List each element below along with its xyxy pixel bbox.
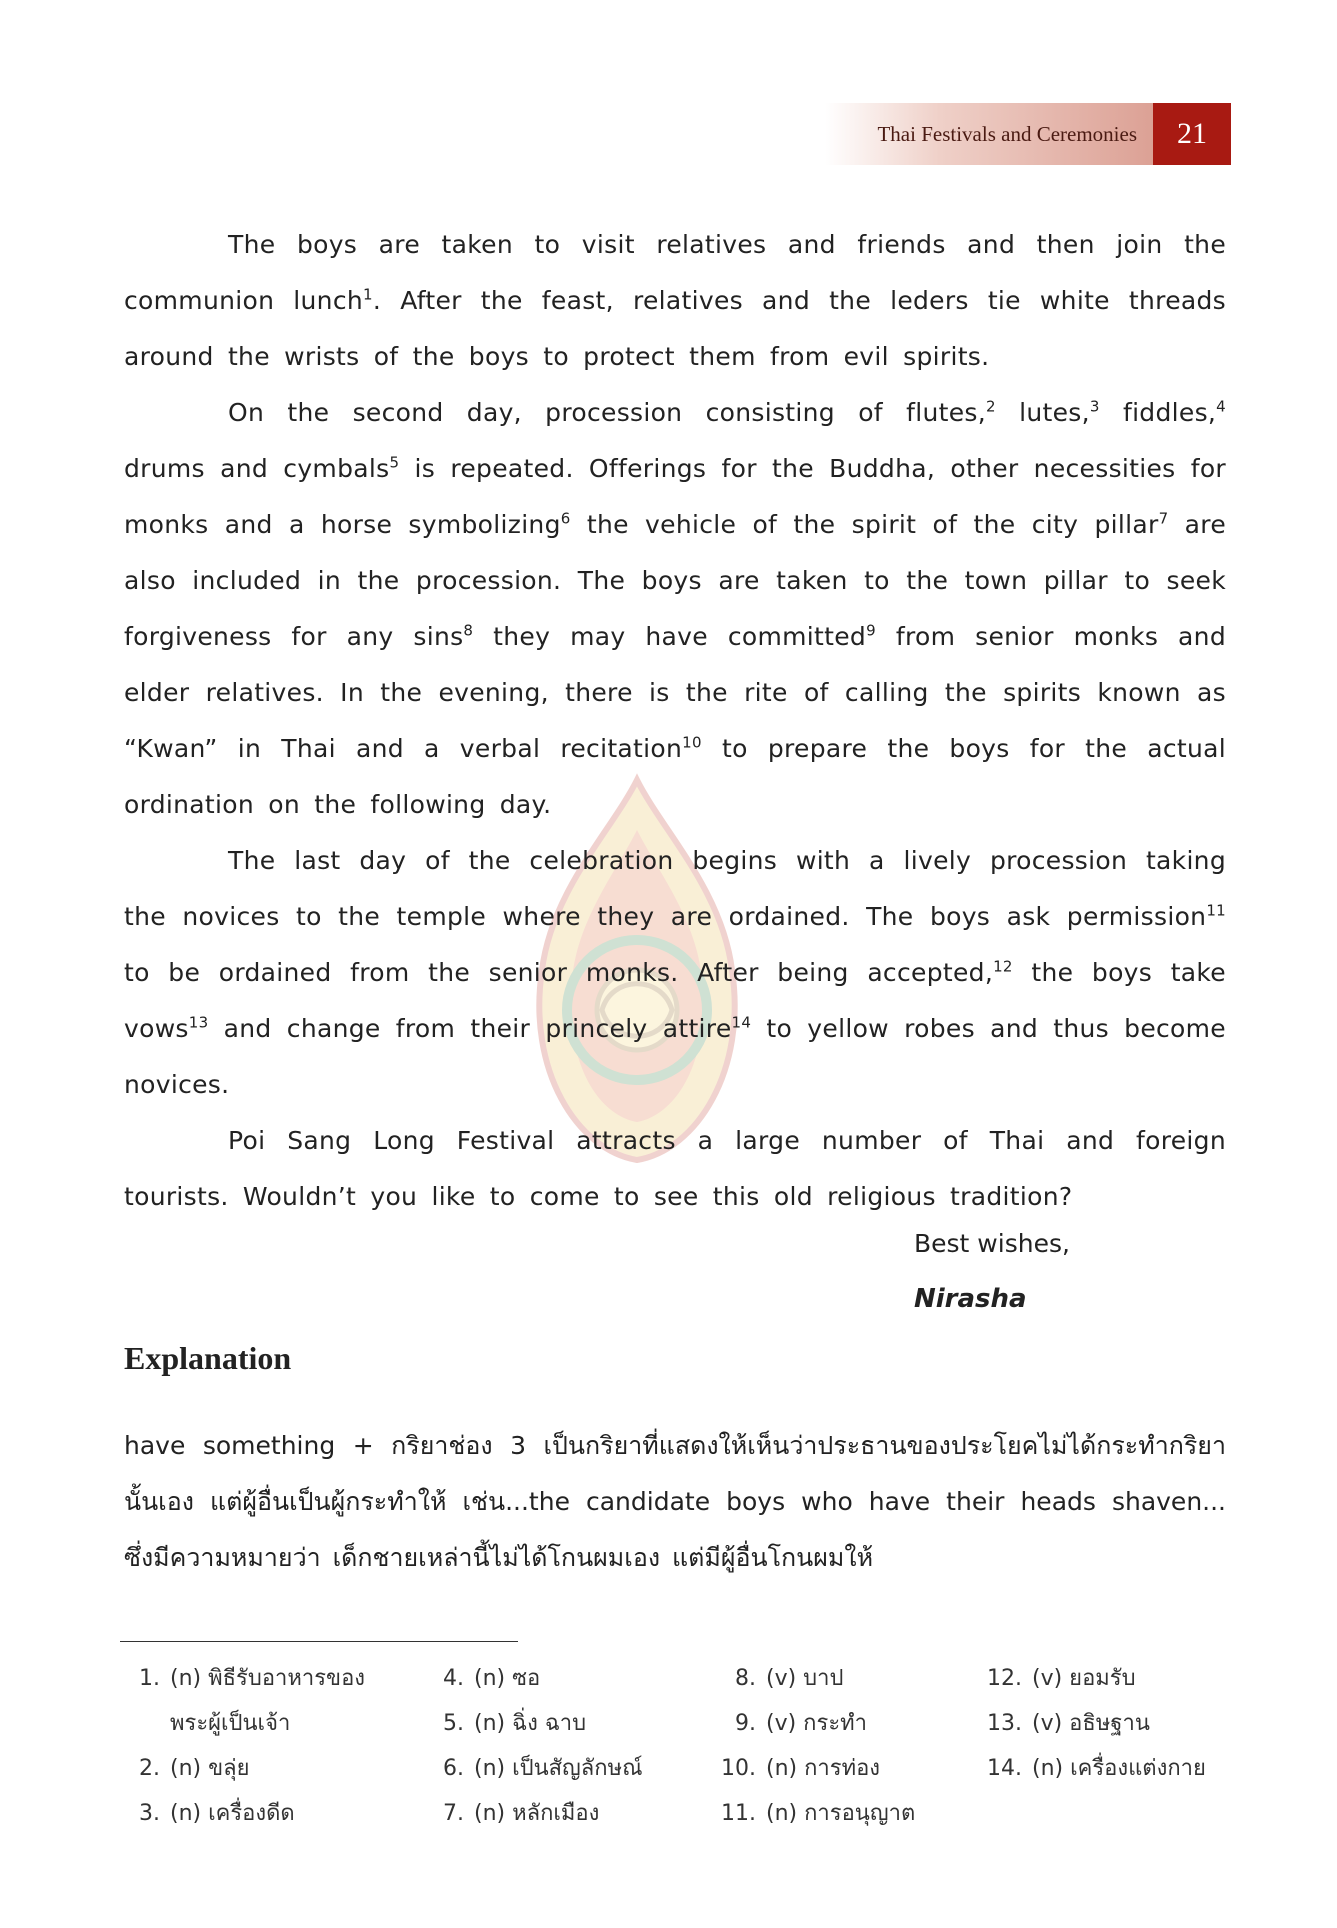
text-run: are also included in the procession. The boys are taken to the town pillar to seek forgiveness for any sins: [124, 510, 1227, 651]
text-run: is repeated. Offerings for the Buddha, other necessities for monks and a horse symbolizing: [124, 454, 1226, 539]
text-run: the vehicle of the spirit of the city pillar: [570, 510, 1159, 539]
footnote: [428, 1660, 540, 1695]
footnote: [124, 1750, 250, 1785]
text-run: On the second day, procession consisting of flutes,: [228, 398, 986, 427]
footnote-text: (n) เครื่องดีด: [170, 1801, 295, 1826]
text-run: lutes,: [995, 398, 1090, 427]
footnote-text: (v) บาป: [766, 1666, 844, 1691]
footnote: [986, 1660, 1136, 1695]
explanation-paragraph: have something + กริยาช่อง 3 เป็นกริยาที่แสดงให้เห็นว่าประธานของประโยคไม่ได้กระทำกริยานั้นเอง แต่ผู้อื่นเป็นผู้กระทำให้ เช่น...the candidate boys who have their heads shaven... ซึ่งมีความหมายว่า เด็กชายเหล่านี้ไม่ได้โกนผมเอง แต่มีผู้อื่นโกนผมให้: [124, 1431, 1226, 1572]
footnote-number: 14.: [987, 1756, 1022, 1781]
paragraph-4: Poi Sang Long Festival attracts a large number of Thai and foreign tourists. Wouldn’t you like to come to see this old religious tradition?: [124, 1126, 1226, 1211]
footnote-ref: 1: [363, 285, 373, 304]
footnote: [986, 1750, 1206, 1785]
footnote: [720, 1795, 915, 1830]
page-number: 21: [1153, 103, 1231, 165]
footnote-ref: 8: [463, 621, 474, 640]
explanation-text: [124, 1418, 1226, 1586]
footnote-ref: 2: [986, 397, 996, 416]
footnote-text: (n) ฉิ่ง ฉาบ: [474, 1711, 587, 1736]
footnote-ref: 9: [866, 621, 876, 640]
text-run: to prepare the boys for the actual ordination on the following day.: [124, 734, 1226, 819]
footnote-text: (v) ยอมรับ: [1032, 1666, 1136, 1691]
footnote: [720, 1660, 843, 1695]
footnote-ref: 4: [1216, 397, 1226, 416]
footnote: [124, 1660, 365, 1695]
footnote-ref: 7: [1158, 509, 1169, 528]
footnote-text: (v) กระทำ: [766, 1711, 867, 1736]
text-run: they may have committed: [473, 622, 867, 651]
text-run: and change from their princely attire: [208, 1014, 732, 1043]
footnote-number: 6.: [443, 1756, 464, 1781]
text-run: to yellow robes and thus become novices.: [124, 1014, 1226, 1099]
footnote-text: (n) การท่อง: [766, 1756, 881, 1781]
footnote-ref: 5: [389, 453, 400, 472]
footnote-number: 4.: [443, 1666, 464, 1691]
signature: Nirasha: [914, 1284, 1027, 1314]
paragraph-3: [124, 833, 1226, 1113]
text-run: The last day of the celebration begins with a lively procession taking the novices to the temple where they are ordained. The boys ask permission: [124, 846, 1226, 931]
footnote-ref: 12: [993, 957, 1013, 976]
footnote-text: (n) เป็นสัญลักษณ์: [474, 1756, 643, 1781]
footnote-text: (n) หลักเมือง: [474, 1801, 600, 1826]
footnote: [428, 1705, 586, 1740]
explanation-heading: Explanation: [124, 1340, 292, 1376]
footnote-text: (n) พิธีรับอาหารของ: [170, 1666, 366, 1691]
footnote-number: 7.: [443, 1801, 464, 1826]
footnote-number: 9.: [735, 1711, 756, 1736]
footnote-number: 11.: [721, 1801, 756, 1826]
footnote-number: 10.: [721, 1756, 756, 1781]
footnote-number: 8.: [735, 1666, 756, 1691]
footnote-ref: 11: [1206, 901, 1226, 920]
text-run: fiddles,: [1099, 398, 1217, 427]
footnote-text: (n) เครื่องแต่งกาย: [1032, 1756, 1206, 1781]
closing: Best wishes,: [914, 1229, 1070, 1258]
footnote-text: (n) การอนุญาต: [766, 1801, 916, 1826]
text-run: . After the feast, relatives and the leders tie white threads around the wrists of the boys to protect them from evil spirits.: [124, 286, 1226, 371]
footnote-ref: 13: [188, 1013, 209, 1032]
footnote-number: 12.: [987, 1666, 1022, 1691]
footnote-ref: 14: [731, 1013, 752, 1032]
letter-body: [124, 217, 1226, 1225]
footnote: [986, 1705, 1150, 1740]
text-run: drums and cymbals: [124, 454, 390, 483]
paragraph-2: [124, 385, 1226, 833]
paragraph-1: [124, 217, 1226, 385]
header-title: Thai Festivals and Ceremonies: [825, 103, 1153, 165]
footnote-ref: 10: [682, 733, 702, 752]
footnote-ref: 6: [560, 509, 571, 528]
text-run: from senior monks and elder relatives. In the evening, there is the rite of calling the spirits known as “Kwan” in Thai and a verbal recitation: [124, 622, 1226, 763]
footnote-number: 1.: [139, 1666, 160, 1691]
text-run: to be ordained from the senior monks. After being accepted,: [124, 958, 994, 987]
footnote-text: พระผู้เป็นเจ้า: [170, 1711, 291, 1736]
footnote-text: (n) ซอ: [474, 1666, 541, 1691]
footnote-divider: [120, 1641, 518, 1642]
text-run: the boys take vows: [124, 958, 1226, 1043]
footnote: [720, 1705, 867, 1740]
footnote: [124, 1705, 290, 1740]
footnote: [428, 1795, 599, 1830]
footnote-number: 13.: [987, 1711, 1022, 1736]
footnote-number: 5.: [443, 1711, 464, 1736]
footnote: [428, 1750, 643, 1785]
footnote-ref: 3: [1089, 397, 1100, 416]
footnote-text: (v) อธิษฐาน: [1032, 1711, 1150, 1736]
text-run: The boys are taken to visit relatives and friends and then join the communion lunch: [124, 230, 1226, 315]
footnote: [124, 1795, 295, 1830]
footnote: [720, 1750, 880, 1785]
footnote-number: 3.: [139, 1801, 160, 1826]
footnote-number: 2.: [139, 1756, 160, 1781]
page-header: [825, 103, 1231, 165]
footnote-text: (n) ขลุ่ย: [170, 1756, 250, 1781]
